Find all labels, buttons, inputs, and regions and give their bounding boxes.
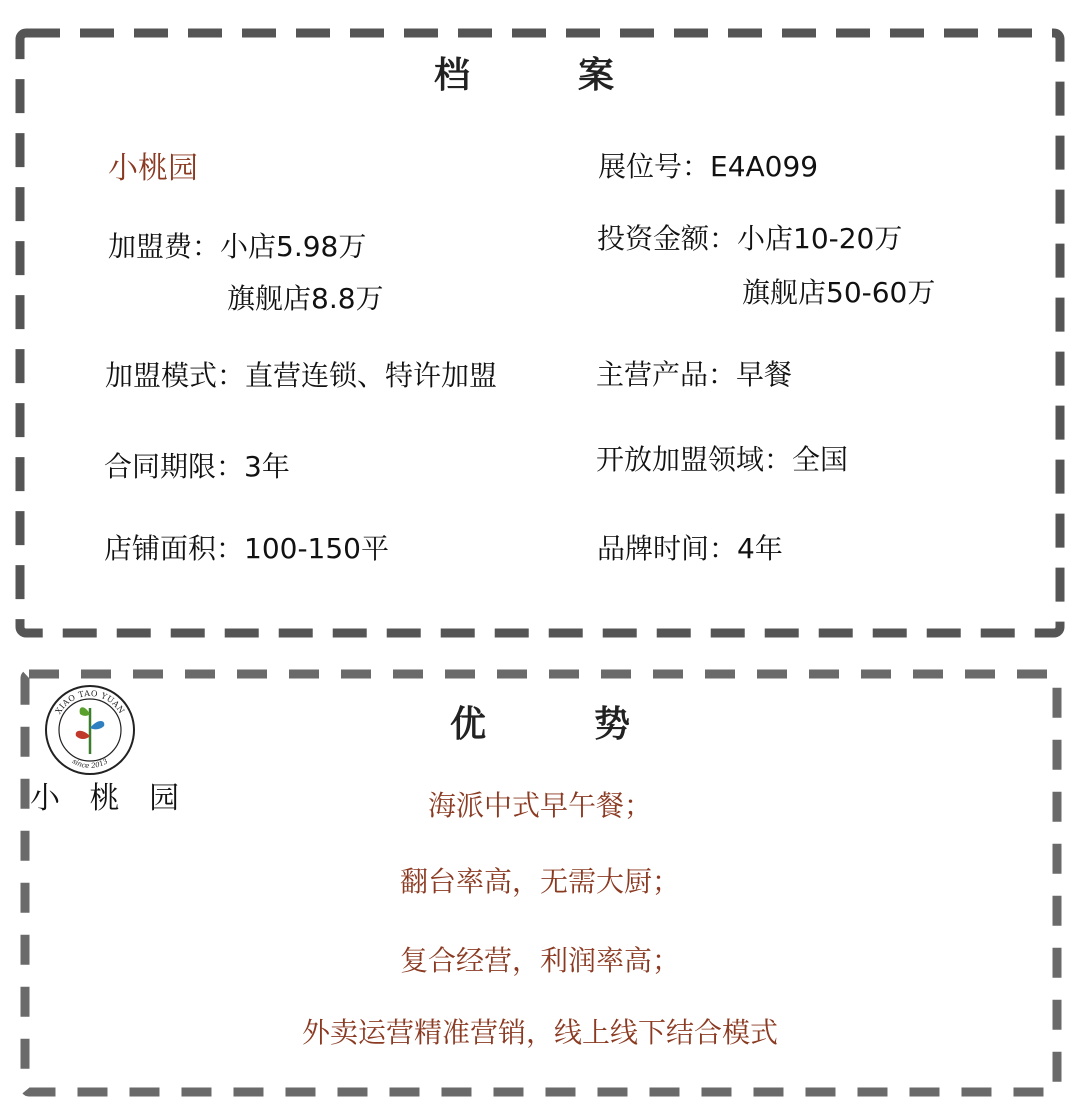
profile-title: 档 案: [434, 55, 615, 96]
contract-term: 合同期限：3年: [104, 450, 290, 483]
investment-amount-flagship: 旗舰店50-60万: [742, 276, 936, 309]
store-area: 店铺面积：100-150平: [104, 532, 389, 565]
brand-logo: [44, 684, 136, 776]
brand-age: 品牌时间：4年: [597, 532, 783, 565]
franchise-mode: 加盟模式：直营连锁、特许加盟: [105, 359, 498, 392]
advantage-item-4: 外卖运营精准营销，线上线下结合模式: [301, 1016, 778, 1049]
logo-arc-top: XIAO TAO YUAN: [53, 688, 127, 716]
franchise-region: 开放加盟领域：全国: [596, 443, 849, 476]
investment-amount: 投资金额：小店10-20万: [597, 222, 903, 255]
main-product: 主营产品：早餐: [596, 358, 793, 391]
booth-number: 展位号：E4A099: [598, 150, 819, 183]
franchise-fee: 加盟费：小店5.98万: [108, 230, 367, 263]
logo-name: 小 桃 园: [30, 781, 190, 816]
svg-text:since 2013: [71, 757, 110, 770]
advantage-item-2: 翻台率高，无需大厨；: [399, 865, 680, 898]
advantage-item-3: 复合经营，利润率高；: [399, 944, 680, 977]
logo-leaf-right: [90, 721, 104, 729]
logo-leaf-left: [76, 731, 90, 739]
advantage-item-1: 海派中式早午餐；: [427, 789, 652, 822]
brand-name: 小桃园: [108, 151, 198, 186]
franchise-fee-flagship: 旗舰店8.8万: [227, 282, 384, 315]
advantages-title: 优 势: [450, 704, 631, 745]
logo-leaf-top: [80, 707, 90, 716]
logo-arc-bottom: since 2013: [70, 757, 110, 771]
